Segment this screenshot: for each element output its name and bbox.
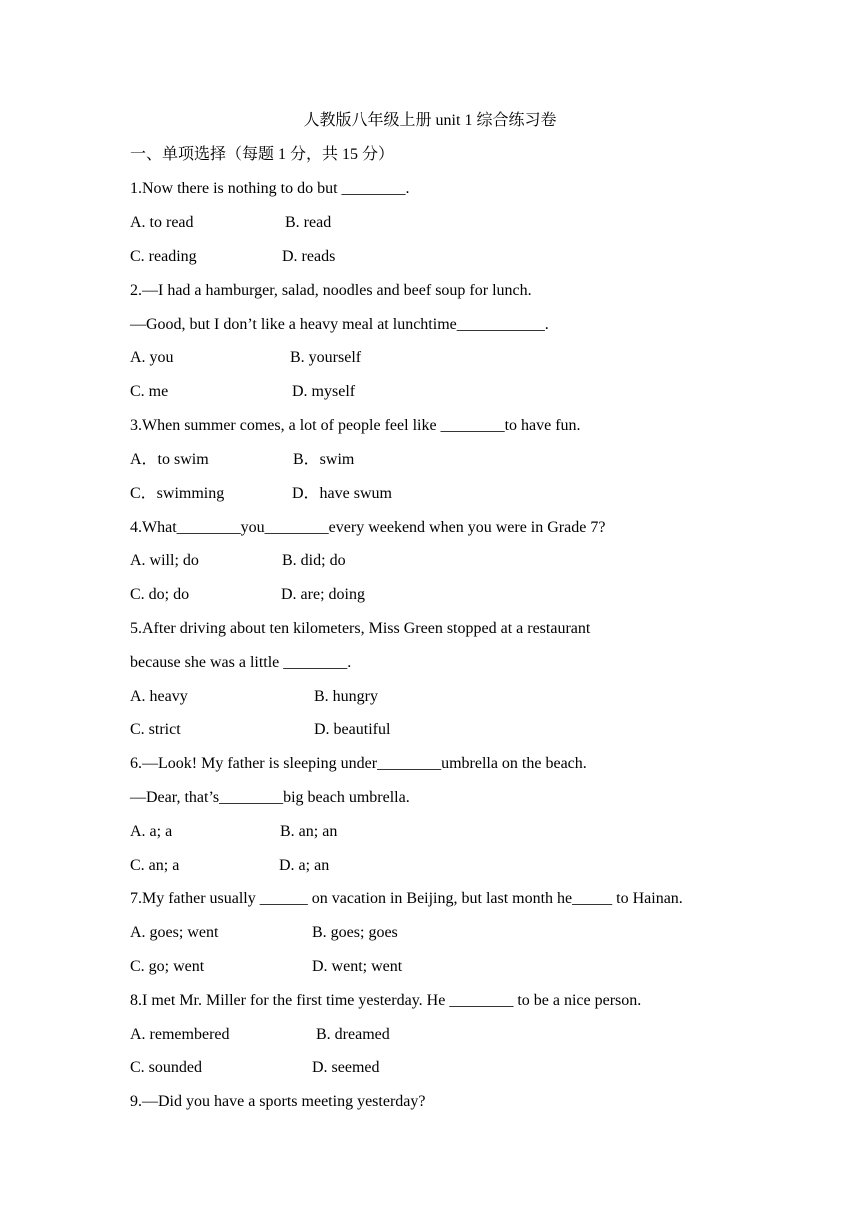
q4-blank-2: ________ bbox=[264, 519, 329, 536]
q4-text-end: every weekend when you were in Grade 7? bbox=[328, 519, 606, 536]
q2-reply-text: —Good, but I don’t like a heavy meal at lunchtime bbox=[130, 316, 457, 333]
q6-blank-2: ________ bbox=[219, 789, 284, 806]
q2-option-a: A. you bbox=[130, 349, 174, 366]
q4-option-d: D. are; doing bbox=[281, 586, 365, 603]
q2-reply-blank: ___________ bbox=[456, 316, 545, 333]
q7-option-a: A. goes; went bbox=[130, 924, 219, 941]
q8-option-b: B. dreamed bbox=[316, 1026, 390, 1043]
q1-option-b: B. read bbox=[285, 214, 332, 231]
q2-option-b: B. yourself bbox=[290, 349, 362, 366]
q2-option-c: C. me bbox=[130, 383, 169, 400]
question-2: 2.—I had a hamburger, salad, noodles and beef soup for lunch. bbox=[130, 282, 532, 299]
q4-option-c: C. do; do bbox=[130, 586, 190, 603]
q4-text-start: 4.What bbox=[130, 519, 177, 536]
q6-option-d: D. a; an bbox=[279, 857, 330, 874]
q6-reply-end: big beach umbrella. bbox=[283, 789, 410, 806]
q5-option-a: A. heavy bbox=[130, 688, 188, 705]
question-2-reply bbox=[130, 314, 549, 336]
q8-option-d: D. seemed bbox=[312, 1059, 380, 1076]
q1-option-c: C. reading bbox=[130, 248, 197, 265]
question-4 bbox=[130, 517, 605, 539]
question-6 bbox=[130, 753, 587, 775]
q3-option-d: D．have swum bbox=[292, 485, 392, 502]
q6-reply-start: —Dear, that’s bbox=[130, 789, 220, 806]
question-5: 5.After driving about ten kilometers, Miss Green stopped at a restaurant bbox=[130, 620, 591, 637]
q7-option-c: C. go; went bbox=[130, 958, 205, 975]
q5-option-c: C. strict bbox=[130, 721, 181, 738]
q4-blank-1: ________ bbox=[176, 519, 241, 536]
question-5-continued: because she was a little ________. bbox=[130, 654, 352, 671]
q7-option-d: D. went; went bbox=[312, 958, 403, 975]
q3-option-b: B．swim bbox=[293, 451, 355, 468]
q4-option-b: B. did; do bbox=[282, 552, 346, 569]
question-9: 9.—Did you have a sports meeting yesterday? bbox=[130, 1093, 426, 1110]
section-heading: 一、单项选择（每题 1 分，共 15 分） bbox=[130, 146, 395, 163]
q5-option-b: B. hungry bbox=[314, 688, 378, 705]
question-1: 1.Now there is nothing to do but ________. bbox=[130, 180, 410, 197]
question-7: 7.My father usually ______ on vacation in Beijing, but last month he_____ to Hainan. bbox=[130, 890, 683, 907]
question-6-reply bbox=[130, 787, 410, 809]
q3-option-a: A．to swim bbox=[130, 451, 209, 468]
q1-option-a: A. to read bbox=[130, 214, 194, 231]
document-title: 人教版八年级上册 unit 1 综合练习卷 bbox=[303, 112, 557, 129]
q6-option-a: A. a; a bbox=[130, 823, 173, 840]
q4-text-mid: you bbox=[240, 519, 265, 536]
q2-reply-end: . bbox=[544, 316, 549, 333]
q8-option-c: C. sounded bbox=[130, 1059, 202, 1076]
q6-option-c: C. an; a bbox=[130, 857, 180, 874]
q2-option-d: D. myself bbox=[292, 383, 356, 400]
q6-blank-1: ________ bbox=[377, 755, 442, 772]
question-3: 3.When summer comes, a lot of people feel like ________to have fun. bbox=[130, 417, 581, 434]
q7-option-b: B. goes; goes bbox=[312, 924, 398, 941]
q5-option-d: D. beautiful bbox=[314, 721, 391, 738]
q8-option-a: A. remembered bbox=[130, 1026, 230, 1043]
q6-text-end: umbrella on the beach. bbox=[441, 755, 587, 772]
q4-option-a: A. will; do bbox=[130, 552, 199, 569]
q3-option-c: C．swimming bbox=[130, 485, 225, 502]
q1-option-d: D. reads bbox=[282, 248, 336, 265]
question-8: 8.I met Mr. Miller for the first time yesterday. He ________ to be a nice person. bbox=[130, 992, 642, 1009]
q6-option-b: B. an; an bbox=[280, 823, 338, 840]
q6-text-start: 6.—Look! My father is sleeping under bbox=[130, 755, 378, 772]
